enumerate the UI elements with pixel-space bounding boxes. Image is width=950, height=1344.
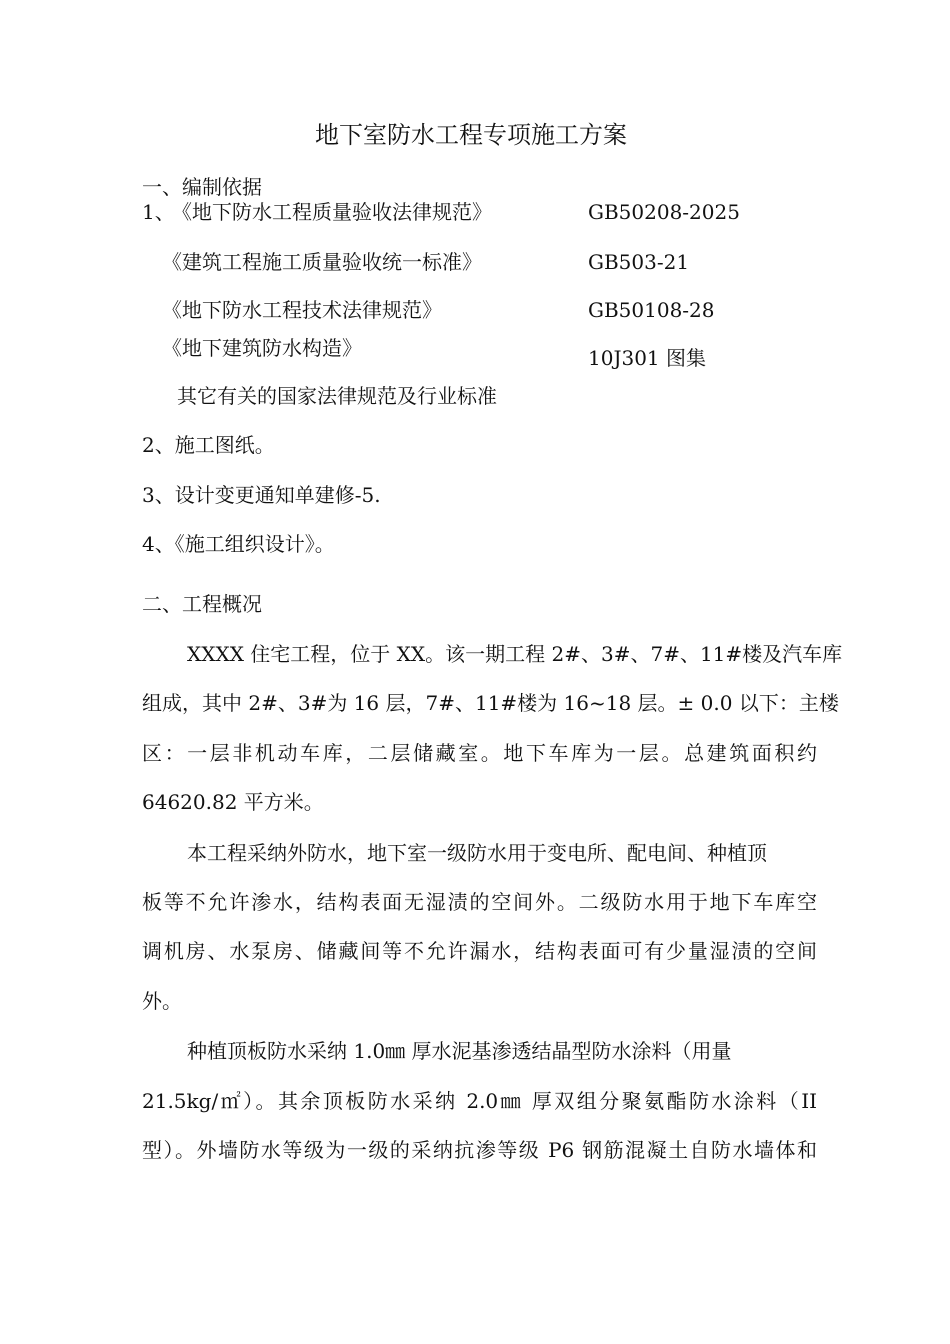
list-item: 2、施工图纸。 — [142, 433, 275, 457]
section-heading: 一、编制依据 — [142, 175, 262, 199]
ref-code: GB50208-2025 — [588, 200, 740, 224]
ref-prefix: 1、 — [142, 200, 175, 224]
ref-name: 《地下建筑防水构造》 — [162, 336, 362, 360]
paragraph-line: 型）。外墙防水等级为一级的采纳抗渗等级 P6 钢筋混凝土自防水墙体和 — [142, 1138, 817, 1162]
paragraph-line: 64620.82 平方米。 — [142, 790, 324, 814]
paragraph-line: XXXX 住宅工程，位于 XX。该一期工程 2#、3#、7#、11#楼及汽车库 — [187, 642, 843, 666]
ref-name: 《地下防水工程技术法律规范》 — [162, 298, 442, 322]
paragraph-line: 板等不允许渗水，结构表面无湿渍的空间外。二级防水用于地下车库空 — [142, 890, 817, 914]
paragraph-line: 外。 — [142, 989, 182, 1013]
list-item: 4、《施工组织设计》。 — [142, 532, 335, 556]
section-heading: 二、工程概况 — [142, 592, 262, 616]
paragraph-line: 21.5kg/㎡）。其余顶板防水采纳 2.0㎜ 厚双组分聚氨酯防水涂料（II — [142, 1089, 817, 1113]
ref-name: 《建筑工程施工质量验收统一标准》 — [162, 250, 482, 274]
paragraph-line: 组成，其中 2#、3#为 16 层，7#、11#楼为 16~18 层。± 0.0 以下：主楼 — [142, 691, 839, 715]
ref-code: GB503-21 — [588, 250, 690, 274]
paragraph-line: 区：一层非机动车库，二层储藏室。地下车库为一层。总建筑面积约 — [142, 741, 817, 765]
list-item: 3、设计变更通知单建修-5. — [142, 483, 381, 507]
ref-name: 《地下防水工程质量验收法律规范》 — [172, 200, 492, 224]
other-standards: 其它有关的国家法律规范及行业标准 — [177, 384, 497, 408]
ref-code: GB50108-28 — [588, 298, 715, 322]
paragraph-line: 种植顶板防水采纳 1.0㎜ 厚水泥基渗透结晶型防水涂料（用量 — [187, 1039, 732, 1063]
document-title: 地下室防水工程专项施工方案 — [315, 121, 627, 149]
paragraph-line: 本工程采纳外防水，地下室一级防水用于变电所、配电间、种植顶 — [187, 841, 767, 865]
ref-code: 10J301 图集 — [588, 346, 706, 370]
paragraph-line: 调机房、水泵房、储藏间等不允许漏水，结构表面可有少量湿渍的空间 — [142, 939, 817, 963]
